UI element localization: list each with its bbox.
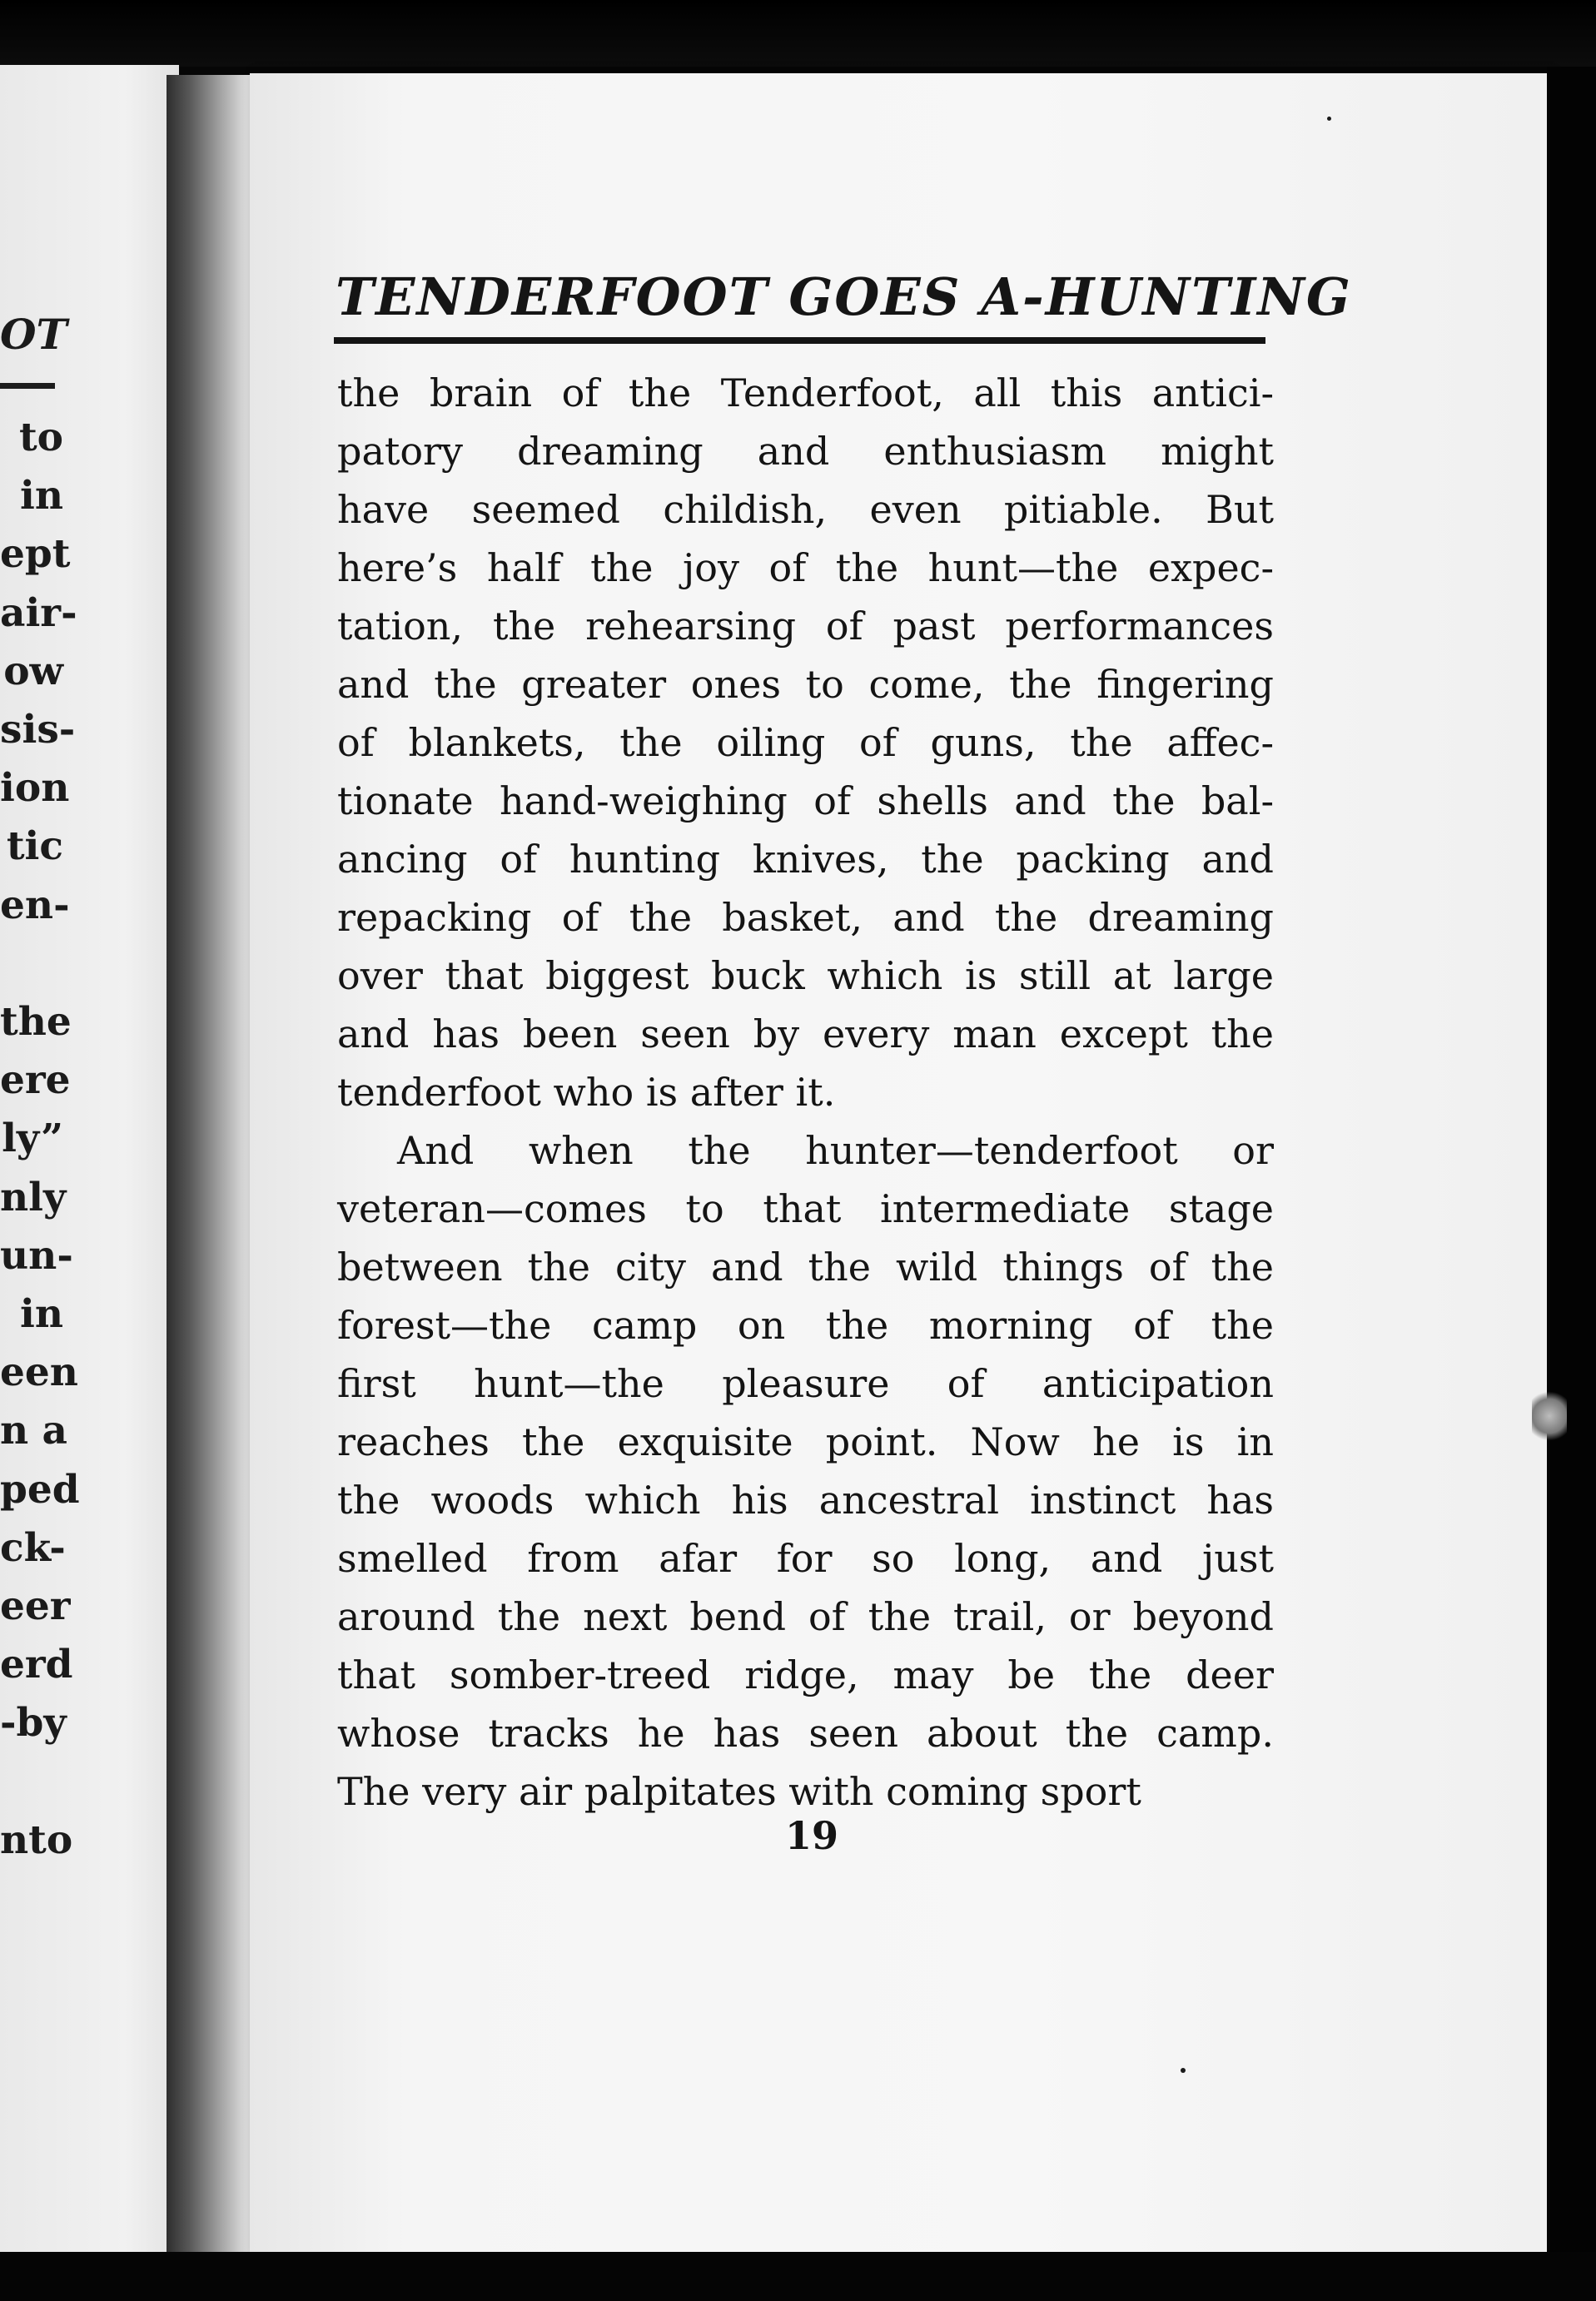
scan-artifact-spot <box>1532 1387 1567 1445</box>
body-text-line: around the next bend of the trail, or beyond <box>337 1594 1274 1639</box>
left-page-line-fragment: to <box>18 415 63 460</box>
body-text-line: veteran—comes to that intermediate stage <box>337 1186 1274 1231</box>
left-page-running-head-fragment: OT <box>0 310 67 359</box>
body-text-line: here’s half the joy of the hunt—the expec- <box>337 545 1274 590</box>
left-page-line-fragment: ped <box>0 1466 80 1513</box>
left-page-line-fragment: ck- <box>0 1524 66 1571</box>
left-page-line-fragment: in <box>19 1291 63 1337</box>
left-page-line-fragment: air- <box>0 589 77 636</box>
body-text-line: tation, the rehearsing of past performances <box>337 604 1274 649</box>
left-page-line-fragment: -by <box>0 1700 67 1747</box>
body-text-line: between the city and the wild things of the <box>337 1245 1274 1290</box>
left-page-line-fragment: ere <box>0 1057 71 1104</box>
film-border-top <box>0 0 1596 67</box>
left-page-line-fragment: ow <box>3 648 63 694</box>
left-page-line-fragment: n a <box>0 1408 67 1454</box>
body-text-line: and the greater ones to come, the fingering <box>337 662 1274 707</box>
book-gutter <box>167 75 258 2256</box>
body-text-line: have seemed childish, even pitiable. But <box>337 487 1274 532</box>
body-text-line: smelled from afar for so long, and just <box>337 1536 1274 1581</box>
running-head-rule <box>334 337 1265 344</box>
body-text-line: the brain of the Tenderfoot, all this antici- <box>337 370 1274 415</box>
left-page-line-fragment: ion <box>0 765 70 812</box>
dust-speck <box>1181 2068 1186 2073</box>
body-text-line: reaches the exquisite point. Now he is in <box>337 1419 1274 1464</box>
left-page-line-fragment: een <box>0 1349 78 1396</box>
body-text-line: the woods which his ancestral instinct has <box>337 1478 1274 1523</box>
left-page-line-fragment: nly <box>0 1174 67 1220</box>
dust-speck <box>1327 117 1331 121</box>
left-page-line-fragment: sis- <box>0 707 76 753</box>
left-page-line-fragment: eer <box>0 1583 71 1629</box>
left-page-line-fragment: erd <box>0 1642 73 1688</box>
left-page-line-fragment: ly” <box>2 1116 63 1162</box>
body-text-line: tionate hand-weighing of shells and the bal- <box>337 778 1274 823</box>
body-text-line: first hunt—the pleasure of anticipation <box>337 1361 1274 1406</box>
left-page-line-fragment: en- <box>0 882 70 928</box>
body-text-line: whose tracks he has seen about the camp. <box>337 1711 1274 1756</box>
body-text-line: patory dreaming and enthusiasm might <box>337 429 1274 474</box>
body-text-line: forest—the camp on the morning of the <box>337 1303 1274 1348</box>
body-text-line: ancing of hunting knives, the packing and <box>337 837 1274 882</box>
left-page-line-fragment: in <box>19 473 63 519</box>
left-page-line-fragment: ept <box>0 531 71 578</box>
page-number: 19 <box>784 1813 838 1858</box>
body-text-line: of blankets, the oiling of guns, the affec- <box>337 720 1274 765</box>
running-head: TENDERFOOT GOES A-HUNTING <box>336 266 1352 327</box>
body-text-line: that somber-treed ridge, may be the deer <box>337 1652 1274 1697</box>
body-text-line: and has been seen by every man except the <box>337 1011 1274 1056</box>
body-text-line: The very air palpitates with coming sport <box>337 1769 1141 1814</box>
left-page-rule <box>0 383 55 389</box>
film-border-bottom <box>0 2252 1596 2301</box>
body-text-line: And when the hunter—tenderfoot or <box>397 1128 1274 1173</box>
film-border-right <box>1547 67 1596 2301</box>
body-text-line: over that biggest buck which is still at large <box>337 953 1274 998</box>
left-page-line-fragment: un- <box>0 1232 73 1279</box>
body-text-line: repacking of the basket, and the dreaming <box>337 895 1274 940</box>
left-page-line-fragment: nto <box>0 1816 73 1863</box>
left-page-line-fragment: the <box>0 999 72 1045</box>
body-text-line: tenderfoot who is after it. <box>337 1070 836 1115</box>
left-page-line-fragment: tic <box>6 823 63 870</box>
